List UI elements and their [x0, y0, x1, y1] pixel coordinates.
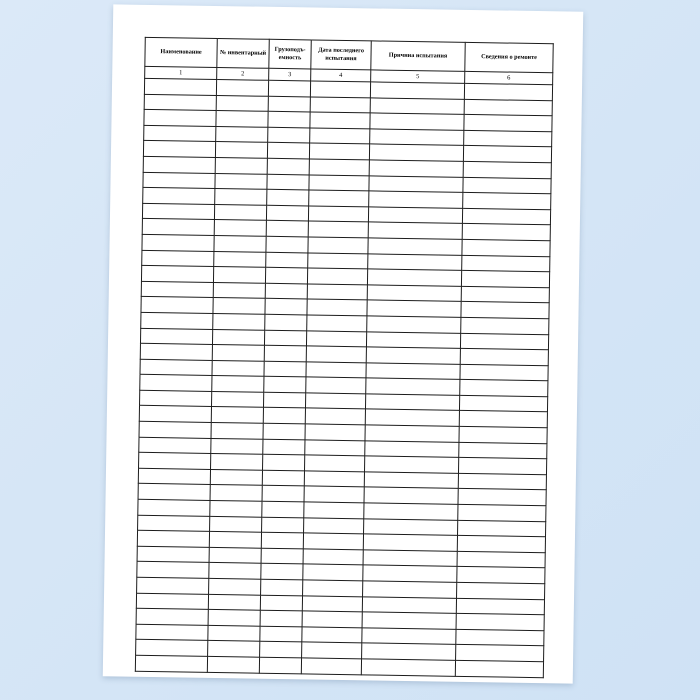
table-cell[interactable] [261, 532, 303, 548]
table-cell[interactable] [143, 187, 215, 204]
table-cell[interactable] [211, 391, 263, 407]
table-cell[interactable] [307, 268, 367, 285]
table-cell[interactable] [306, 362, 366, 379]
column-header-capacity: Грузоподъ-емность [269, 39, 311, 69]
table-cell[interactable] [303, 580, 363, 597]
table-cell[interactable] [210, 500, 262, 516]
table-cell[interactable] [262, 517, 304, 533]
table-cell[interactable] [458, 489, 546, 506]
table-cell[interactable] [367, 285, 461, 302]
table-cell[interactable] [213, 282, 265, 298]
table-cell[interactable] [461, 270, 549, 287]
table-cell[interactable] [143, 141, 215, 158]
table-cell[interactable] [213, 313, 265, 329]
table-cell[interactable] [210, 485, 262, 501]
table-cell[interactable] [370, 113, 464, 130]
table-cell[interactable] [144, 78, 216, 95]
table-cell[interactable] [212, 345, 264, 361]
table-cell[interactable] [262, 470, 304, 486]
table-cell[interactable] [303, 533, 363, 550]
table-cell[interactable] [365, 425, 459, 442]
table-cell[interactable] [310, 97, 370, 114]
table-cell[interactable] [215, 142, 267, 158]
table-cell[interactable] [458, 520, 546, 537]
table-cell[interactable] [216, 126, 268, 142]
table-cell[interactable] [210, 516, 262, 532]
table-cell[interactable] [457, 551, 545, 568]
table-cell[interactable] [214, 251, 266, 267]
table-cell[interactable] [268, 127, 310, 143]
table-cell[interactable] [268, 80, 310, 96]
table-cell[interactable] [458, 458, 546, 475]
table-cell[interactable] [136, 608, 208, 625]
table-cell[interactable] [457, 536, 545, 553]
table-cell[interactable] [259, 657, 301, 673]
table-cell[interactable] [363, 565, 457, 582]
table-cell[interactable] [144, 125, 216, 142]
table-cell[interactable] [458, 504, 546, 521]
table-cell[interactable] [210, 469, 262, 485]
table-cell[interactable] [212, 376, 264, 392]
table-cell[interactable] [461, 317, 549, 334]
table-cell[interactable] [267, 189, 309, 205]
table-cell[interactable] [207, 656, 259, 672]
table-cell[interactable] [365, 441, 459, 458]
table-cell[interactable] [142, 203, 214, 220]
table-cell[interactable] [216, 111, 268, 127]
table-cell[interactable] [463, 177, 551, 194]
table-cell[interactable] [209, 578, 261, 594]
table-cell[interactable] [214, 235, 266, 251]
table-cell[interactable] [463, 146, 551, 163]
table-cell[interactable] [208, 625, 260, 641]
table-cell[interactable] [364, 456, 458, 473]
table-cell[interactable] [362, 628, 456, 645]
table-cell[interactable] [304, 518, 364, 535]
table-cell[interactable] [308, 206, 368, 223]
table-cell[interactable] [268, 111, 310, 127]
table-cell[interactable] [208, 641, 260, 657]
table-cell[interactable] [141, 265, 213, 282]
table-cell[interactable] [268, 96, 310, 112]
table-cell[interactable] [216, 95, 268, 111]
table-cell[interactable] [369, 175, 463, 192]
table-body [135, 66, 552, 677]
table-cell[interactable] [267, 174, 309, 190]
table-cell[interactable] [140, 390, 212, 407]
table-cell[interactable] [459, 426, 547, 443]
table-cell[interactable] [261, 579, 303, 595]
table-cell[interactable] [142, 219, 214, 236]
table-cell[interactable] [305, 424, 365, 441]
table-cell[interactable] [461, 302, 549, 319]
table-cell[interactable] [457, 582, 545, 599]
table-cell[interactable] [212, 329, 264, 345]
table-cell[interactable] [136, 624, 208, 641]
table-cell[interactable] [370, 82, 464, 99]
table-cell[interactable] [361, 659, 455, 676]
column-header-repair-info: Сведения о ремонте [465, 42, 553, 72]
table-cell[interactable] [367, 300, 461, 317]
table-cell[interactable] [141, 297, 213, 314]
table-cell[interactable] [309, 190, 369, 207]
table-cell[interactable] [368, 238, 462, 255]
table-cell[interactable] [137, 577, 209, 594]
table-cell[interactable] [368, 207, 462, 224]
table-cell[interactable] [364, 487, 458, 504]
table-cell[interactable] [304, 486, 364, 503]
table-cell[interactable] [309, 159, 369, 176]
table-cell[interactable] [264, 330, 306, 346]
table-cell[interactable] [261, 548, 303, 564]
table-cell[interactable] [309, 175, 369, 192]
table-cell[interactable] [464, 83, 552, 100]
table-cell[interactable] [265, 267, 307, 283]
table-cell[interactable] [362, 612, 456, 629]
table-cell[interactable] [310, 81, 370, 98]
table-cell[interactable] [139, 437, 211, 454]
table-cell[interactable] [455, 660, 543, 677]
table-cell[interactable] [462, 255, 550, 272]
table-cell[interactable] [367, 269, 461, 286]
table-cell[interactable] [464, 130, 552, 147]
table-container [135, 37, 553, 678]
table-cell[interactable] [264, 345, 306, 361]
table-cell[interactable] [303, 549, 363, 566]
table-cell[interactable] [142, 234, 214, 251]
table-cell[interactable] [260, 595, 302, 611]
table-cell[interactable] [306, 346, 366, 363]
table-cell[interactable] [143, 156, 215, 173]
column-number-2: 2 [217, 67, 269, 80]
table-cell[interactable] [136, 593, 208, 610]
column-header-last-test-date: Дата последнего испытания [311, 40, 371, 70]
table-cell[interactable] [457, 567, 545, 584]
table-cell[interactable] [137, 531, 209, 548]
table-cell[interactable] [140, 343, 212, 360]
table-cell[interactable] [137, 562, 209, 579]
table-cell[interactable] [144, 94, 216, 111]
table-cell[interactable] [263, 408, 305, 424]
table-cell[interactable] [362, 596, 456, 613]
document-sheet [103, 4, 583, 683]
table-cell[interactable] [260, 626, 302, 642]
table-cell[interactable] [307, 299, 367, 316]
table-cell[interactable] [302, 627, 362, 644]
table-cell[interactable] [139, 406, 211, 423]
table-cell[interactable] [141, 312, 213, 329]
table-cell[interactable] [142, 250, 214, 267]
table-cell[interactable] [368, 222, 462, 239]
table-cell[interactable] [214, 204, 266, 220]
table-cell[interactable] [209, 532, 261, 548]
table-cell[interactable] [265, 283, 307, 299]
table-cell[interactable] [307, 315, 367, 332]
table-cell[interactable] [463, 193, 551, 210]
table-cell[interactable] [370, 129, 464, 146]
table-cell[interactable] [365, 409, 459, 426]
table-cell[interactable] [463, 161, 551, 178]
table-cell[interactable] [260, 610, 302, 626]
table-cell[interactable] [266, 221, 308, 237]
table-cell[interactable] [464, 99, 552, 116]
table-cell[interactable] [364, 503, 458, 520]
table-cell[interactable] [459, 442, 547, 459]
table-cell[interactable] [302, 611, 362, 628]
table-cell[interactable] [138, 499, 210, 516]
table-cell[interactable] [304, 502, 364, 519]
table-cell[interactable] [209, 563, 261, 579]
table-cell[interactable] [309, 143, 369, 160]
table-cell[interactable] [264, 361, 306, 377]
table-cell[interactable] [266, 236, 308, 252]
table-cell[interactable] [462, 224, 550, 241]
table-cell[interactable] [140, 359, 212, 376]
table-cell[interactable] [308, 237, 368, 254]
table-cell[interactable] [267, 158, 309, 174]
table-cell[interactable] [261, 564, 303, 580]
table-cell[interactable] [308, 252, 368, 269]
table-cell[interactable] [303, 564, 363, 581]
equipment-register-table [135, 37, 554, 678]
table-cell[interactable] [370, 97, 464, 114]
table-cell[interactable] [211, 454, 263, 470]
column-number-3: 3 [269, 68, 311, 81]
table-cell[interactable] [305, 455, 365, 472]
table-cell[interactable] [213, 298, 265, 314]
table-cell[interactable] [369, 160, 463, 177]
table-cell[interactable] [305, 440, 365, 457]
table-cell[interactable] [366, 378, 460, 395]
table-cell[interactable] [263, 423, 305, 439]
table-cell[interactable] [456, 598, 544, 615]
table-cell[interactable] [459, 395, 547, 412]
table-cell[interactable] [138, 515, 210, 532]
table-cell[interactable] [266, 252, 308, 268]
table-cell[interactable] [365, 394, 459, 411]
table-cell[interactable] [362, 643, 456, 660]
table-cell[interactable] [304, 471, 364, 488]
column-number-6: 6 [465, 71, 553, 84]
table-cell[interactable] [456, 629, 544, 646]
table-cell[interactable] [366, 347, 460, 364]
table-cell[interactable] [138, 468, 210, 485]
table-cell[interactable] [369, 191, 463, 208]
column-header-test-reason: Причина испытания [371, 41, 465, 71]
table-cell[interactable] [138, 484, 210, 501]
table-cell[interactable] [208, 610, 260, 626]
table-cell[interactable] [216, 79, 268, 95]
table-cell[interactable] [460, 364, 548, 381]
table-cell[interactable] [141, 281, 213, 298]
table-cell[interactable] [213, 267, 265, 283]
table-cell[interactable] [364, 518, 458, 535]
table-cell[interactable] [367, 316, 461, 333]
table-cell[interactable] [144, 110, 216, 127]
table-cell[interactable] [462, 208, 550, 225]
table-cell[interactable] [263, 439, 305, 455]
table-cell[interactable] [366, 331, 460, 348]
table-cell[interactable] [366, 363, 460, 380]
table-cell[interactable] [143, 172, 215, 189]
table-cell[interactable] [136, 640, 208, 657]
table-cell[interactable] [461, 286, 549, 303]
table-cell[interactable] [211, 438, 263, 454]
table-cell[interactable] [266, 205, 308, 221]
table-cell[interactable] [215, 189, 267, 205]
table-cell[interactable] [302, 595, 362, 612]
table-cell[interactable] [306, 330, 366, 347]
table-cell[interactable] [135, 655, 207, 672]
table-cell[interactable] [363, 534, 457, 551]
table-cell[interactable] [139, 453, 211, 470]
table-cell[interactable] [306, 377, 366, 394]
table-cell[interactable] [264, 377, 306, 393]
table-cell[interactable] [305, 408, 365, 425]
table-cell[interactable] [262, 501, 304, 517]
table-cell[interactable] [215, 173, 267, 189]
table-cell[interactable] [364, 472, 458, 489]
table-cell[interactable] [363, 581, 457, 598]
table-cell[interactable] [310, 112, 370, 129]
table-cell[interactable] [140, 375, 212, 392]
table-cell[interactable] [456, 614, 544, 631]
column-number-1: 1 [145, 66, 217, 79]
table-cell[interactable] [363, 550, 457, 567]
table-cell[interactable] [267, 143, 309, 159]
table-cell[interactable] [265, 299, 307, 315]
table-cell[interactable] [211, 423, 263, 439]
column-number-4: 4 [311, 69, 371, 82]
table-cell[interactable] [458, 473, 546, 490]
table-cell[interactable] [308, 221, 368, 238]
table-cell[interactable] [310, 128, 370, 145]
column-header-inventory-number: № инвентарный [217, 38, 269, 68]
table-cell[interactable] [369, 144, 463, 161]
table-cell[interactable] [214, 220, 266, 236]
table-cell[interactable] [456, 645, 544, 662]
table-cell[interactable] [301, 658, 361, 675]
table-cell[interactable] [305, 393, 365, 410]
table-cell[interactable] [263, 455, 305, 471]
column-number-5: 5 [371, 70, 465, 83]
table-cell[interactable] [462, 239, 550, 256]
table-cell[interactable] [215, 157, 267, 173]
table-cell[interactable] [209, 547, 261, 563]
table-cell[interactable] [208, 594, 260, 610]
table-cell[interactable] [307, 284, 367, 301]
table-cell[interactable] [263, 392, 305, 408]
table-cell[interactable] [137, 546, 209, 563]
table-cell[interactable] [139, 421, 211, 438]
table-cell[interactable] [368, 253, 462, 270]
table-cell[interactable] [459, 411, 547, 428]
table-cell[interactable] [460, 380, 548, 397]
table-cell[interactable] [140, 328, 212, 345]
table-cell[interactable] [212, 360, 264, 376]
table-cell[interactable] [262, 486, 304, 502]
table-cell[interactable] [260, 642, 302, 658]
column-header-name: Наименование [145, 37, 217, 67]
table-cell[interactable] [460, 333, 548, 350]
table-cell[interactable] [302, 642, 362, 659]
table-cell[interactable] [460, 348, 548, 365]
table-cell[interactable] [464, 115, 552, 132]
table-cell[interactable] [265, 314, 307, 330]
table-cell[interactable] [211, 407, 263, 423]
